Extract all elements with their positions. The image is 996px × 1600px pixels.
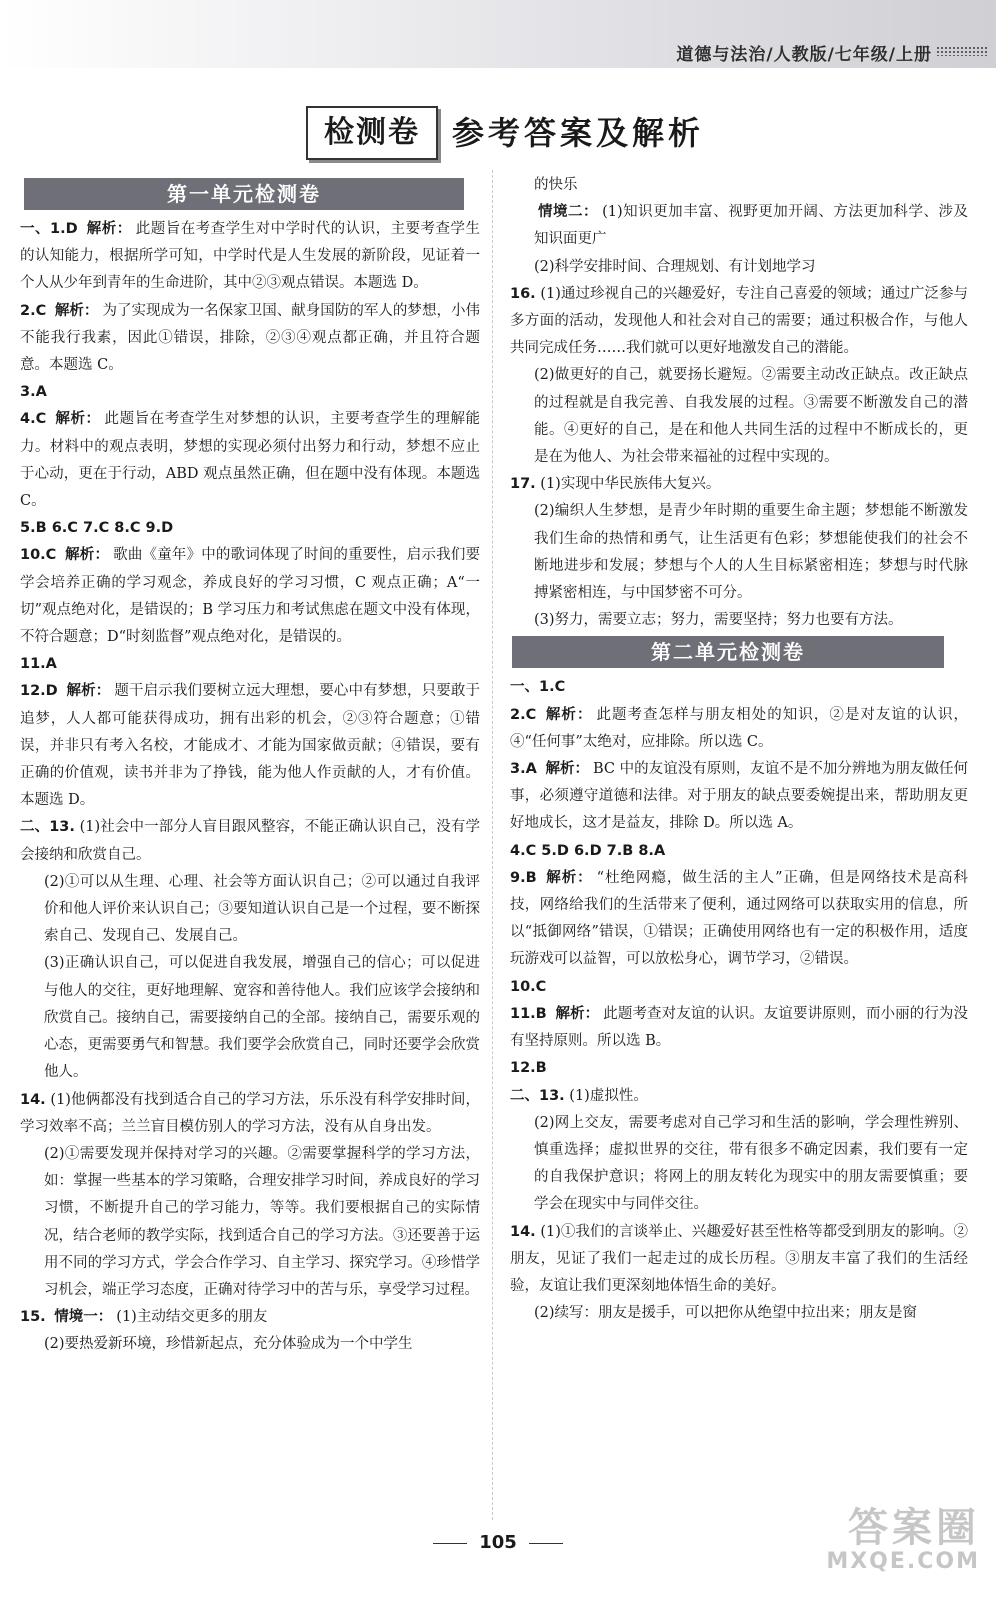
analysis-label: 解析： <box>86 221 132 237</box>
dot-pattern <box>936 46 988 56</box>
right-answers-unit-2 <box>510 674 968 1327</box>
title-main: 参考答案及解析 <box>452 114 705 152</box>
answer-text: (1)实现中华民族伟大复兴。 <box>540 476 721 493</box>
answer-item <box>510 865 968 974</box>
answer-number: 9.B <box>510 869 537 886</box>
answer-text: 题干启示我们要树立远大理想，要心中有梦想，只要敢于追梦，人人都可能获得成功，拥有出彩的机会，②③符合题意；①错误，并非只有考入名校，才能成才、才能为国家做贡献；④错误，要有正确的价值观，读书并非为了挣钱，能为他人作贡献的人，才有价值。本题选 D。 <box>20 683 481 809</box>
answer-number: 12.D <box>20 683 58 700</box>
answer-item <box>510 498 968 607</box>
answer-item <box>510 838 968 865</box>
answer-text: 的快乐 <box>534 177 578 193</box>
answer-text: (2)做更好的自己，就要扬长避短。②需要主动改正缺点。改正缺点的过程就是自我完善、自我发展的过程。③需要不断激发自己的潜能。④更好的自己，是在和他人共同生活的过程中不断成长的，更是在为他人、为社会带来福祉的过程中实现的。 <box>534 367 968 466</box>
answer-number: 11.B <box>510 1005 547 1022</box>
answer-text: (2)①可以从生理、心理、社会等方面认识自己；②可以通过自我评价和他人评价来认识自己；③要知道认识自己是一个过程，要不断探索自己、发现自己、发展自己。 <box>44 873 480 945</box>
series-label: 道德与法治/人教版/七年级/上册 <box>676 45 932 65</box>
section-heading-unit-1: 第一单元检测卷 <box>24 178 464 210</box>
analysis-label: 解析： <box>545 761 589 778</box>
answer-text: 歌曲《童年》中的歌词体现了时间的重要性，启示我们要学会培养正确的学习观念，养成良好的学习习惯，C 观点正确；A“一切”观点绝对化，是错误的；B 学习压力和考试焦虑在题文中没有体现，不符合题意；D“时刻监督”观点绝对化，是错误的。 <box>20 547 481 646</box>
answer-item <box>20 678 480 814</box>
answer-item <box>510 1055 968 1082</box>
answer-item <box>20 298 480 380</box>
answer-text: BC 中的友谊没有原则，友谊不是不加分辨地为朋友做任何事，必须遵守道德和法律。对于朋友的缺点要委婉提出来，帮助朋友更好地成长，这才是益友，排除 D。所以选 A。 <box>510 761 968 832</box>
right-column <box>510 172 968 1327</box>
watermark <box>826 1506 980 1574</box>
answer-text: (1)虚拟性。 <box>569 1087 648 1104</box>
page-number: 105 <box>0 1532 996 1553</box>
answer-text: (2)编织人生梦想，是青少年时期的重要生命主题；梦想能不断激发我们生命的热情和勇气，让生活更有色彩；梦想能使我们的社会不断地进步和发展；梦想与个人的人生目标紧密相连；梦想与时代脉搏紧密相连，与中国梦密不可分。 <box>534 503 968 602</box>
answer-item <box>20 1141 480 1304</box>
answer-item <box>510 1219 968 1301</box>
answer-number: 10.C <box>510 978 547 995</box>
answer-text: (1)社会中一部分人盲目跟风整容，不能正确认识自己，没有学会接纳和欣赏自己。 <box>20 819 480 863</box>
answer-number: 一、1.D <box>20 221 78 237</box>
answer-number: 16. <box>510 285 536 302</box>
answer-item <box>20 515 480 542</box>
answer-text: “杜绝网瘾，做生活的主人”正确，但是网络技术是高科技，网络给我们的生活带来了便利，通过网络可以获取实用的信息，所以“抵御网络”错误，①错误；正确使用网络也有一定的积极作用，适度玩游戏可以益智，可以放松身心，调节学习，②错误。 <box>510 869 969 968</box>
left-column <box>20 176 480 1359</box>
answer-text: (2)续写：朋友是援手，可以把你从绝望中拉出来；朋友是窗 <box>534 1305 918 1322</box>
answer-item <box>510 362 968 471</box>
answer-item <box>510 974 968 1001</box>
answer-number: 2.C <box>510 706 537 723</box>
answer-text: (2)网上交友，需要考虑对自己学习和生活的影响，学会理性辨别、慎重选择；虚拟世界的交往，带有很多不确定因素，我们要有一定的自我保护意识；将网上的朋友转化为现实中的朋友需要慎重；要学会在现实中与同伴交往。 <box>534 1114 968 1213</box>
answer-item <box>20 1304 480 1331</box>
watermark-url: MXQE.COM <box>826 1549 980 1574</box>
answer-text: (1)他俩都没有找到适合自己的学习方法，乐乐没有科学安排时间，学习效率不高；兰兰盲目模仿别人的学习方法，没有从自身出发。 <box>20 1091 480 1135</box>
answer-text: (1)知识更加丰富、视野更加开阔、方法更加科学、涉及知识面更广 <box>534 204 969 248</box>
right-answers-continued <box>510 172 968 634</box>
answer-item <box>20 651 480 678</box>
answer-number: 17. <box>510 476 536 493</box>
answer-number: 一、1.C <box>510 679 566 696</box>
title-boxed: 检测卷 <box>306 106 438 160</box>
answer-item <box>510 756 968 838</box>
answer-number: 15. <box>20 1309 46 1326</box>
answer-item <box>510 1300 968 1327</box>
answer-item <box>510 674 968 701</box>
answer-number: 14. <box>510 1223 536 1240</box>
answer-item <box>20 542 480 651</box>
answer-item <box>20 950 480 1086</box>
analysis-label: 情境一： <box>54 1309 113 1326</box>
answer-text: (2)①需要发现并保持对学习的兴趣。②需要掌握科学的学习方法，如：掌握一些基本的学习策略，合理安排学习时间，养成良好的学习习惯，不断提升自己的学习能力，等等。我们要根据自己的实际情况，结合老师的教学实际，找到适合自己的学习方法。③还要善于运用不同的学习方式，学会合作学习、自主学习、探究学习。④珍惜学习机会，端正学习态度，正确对待学习中的苦与乐，享受学习过程。 <box>44 1145 480 1298</box>
analysis-label: 解析： <box>55 411 101 428</box>
answer-item <box>510 1083 968 1110</box>
answer-number: 二、13. <box>510 1087 565 1104</box>
analysis-label: 解析： <box>545 706 593 723</box>
answer-number: 3.A <box>510 761 537 778</box>
answer-item <box>510 1110 968 1219</box>
answer-item <box>510 199 968 253</box>
answer-text: 此题旨在考查学生对中学时代的认识，主要考查学生的认知能力，根据所学可知，中学时代是人生发展的新阶段，见证着一个人从少年到青年的生命进阶，其中②③观点错误。本题选 D。 <box>20 221 481 292</box>
answer-text: 为了实现成为一名保家卫国、献身国防的军人的梦想，小伟不能我行我素，因此①错误，排除，②③④观点都正确，并且符合题意。本题选 C。 <box>20 302 481 374</box>
answer-item <box>20 814 480 868</box>
answer-item <box>510 281 968 363</box>
answer-item <box>20 1331 480 1358</box>
answer-text: 此题考查对友谊的认识。友谊要讲原则，而小丽的行为没有坚持原则。所以选 B。 <box>510 1005 969 1050</box>
answer-item <box>20 869 480 951</box>
watermark-logo-text: 答案圈 <box>848 1505 980 1551</box>
analysis-label: 解析： <box>546 869 593 886</box>
answer-number: 5.B 6.C 7.C 8.C 9.D <box>20 520 174 537</box>
analysis-label: 解析： <box>54 302 99 319</box>
page-title <box>0 106 996 162</box>
answer-item <box>20 216 480 298</box>
answer-text: (3)努力，需要立志；努力，需要坚持；努力也要有方法。 <box>534 612 903 629</box>
answer-item <box>510 172 968 199</box>
analysis-label: 解析： <box>65 547 110 564</box>
answer-item <box>510 702 968 756</box>
answer-item <box>510 1001 968 1055</box>
header-bar <box>0 0 996 68</box>
answer-item <box>510 607 968 634</box>
answer-number: 二、13. <box>20 819 75 836</box>
answer-text: (3)正确认识自己，可以促进自我发展，增强自己的信心；可以促进与他人的交往，更好地理解、宽容和善待他人。我们应该学会接纳和欣赏自己。接纳自己，需要接纳自己的全部。接纳自己，需要乐观的心态，更需要勇气和智慧。我们要学会欣赏自己，同时还要学会欣赏他人。 <box>44 955 480 1081</box>
answer-text: 此题考查怎样与朋友相处的知识，②是对友谊的认识，④“任何事”太绝对，应排除。所以选 C。 <box>510 706 969 750</box>
answer-number: 4.C 5.D 6.D 7.B 8.A <box>510 842 666 859</box>
answer-text: (2)科学安排时间、合理规划、有计划地学习 <box>534 258 816 275</box>
analysis-label: 解析： <box>66 683 111 700</box>
answer-text: (1)通过珍视自己的兴趣爱好，专注自己喜爱的领域；通过广泛参与多方面的活动，发现他人和社会对自己的需要；通过积极合作，与他人共同完成任务……我们就可以更好地激发自己的潜能。 <box>510 285 968 357</box>
analysis-label: 解析： <box>555 1005 600 1022</box>
column-divider <box>492 170 493 1520</box>
answer-number: 10.C <box>20 547 57 564</box>
left-answers <box>20 216 480 1359</box>
answer-text: (2)要热爱新环境，珍惜新起点，充分体验成为一个中学生 <box>44 1336 413 1353</box>
answer-item <box>20 406 480 515</box>
answer-number: 11.A <box>20 656 57 673</box>
answer-number: 4.C <box>20 411 47 428</box>
answer-number: 12.B <box>510 1060 547 1077</box>
section-heading-unit-2: 第二单元检测卷 <box>512 636 944 668</box>
answer-item <box>20 379 480 406</box>
answer-item <box>20 1087 480 1141</box>
answer-item <box>510 254 968 281</box>
answer-number: 3.A <box>20 384 47 401</box>
answer-item <box>510 471 968 498</box>
answer-text: 此题旨在考查学生对梦想的认识，主要考查学生的理解能力。材料中的观点表明，梦想的实现必须付出努力和行动，梦想不应止于心动，更在于行动，ABD 观点虽然正确，但在题中没有体现。本题选 C。 <box>20 411 481 510</box>
answer-text: (1)①我们的言谈举止、兴趣爱好甚至性格等都受到朋友的影响。②朋友，见证了我们一起走过的成长历程。③朋友丰富了我们的生活经验，友谊让我们更深刻地体悟生命的美好。 <box>510 1223 968 1294</box>
answer-number: 14. <box>20 1091 46 1108</box>
answer-text: (1)主动结交更多的朋友 <box>116 1309 268 1326</box>
analysis-label: 情境二： <box>538 204 599 221</box>
answer-number: 2.C <box>20 302 47 319</box>
